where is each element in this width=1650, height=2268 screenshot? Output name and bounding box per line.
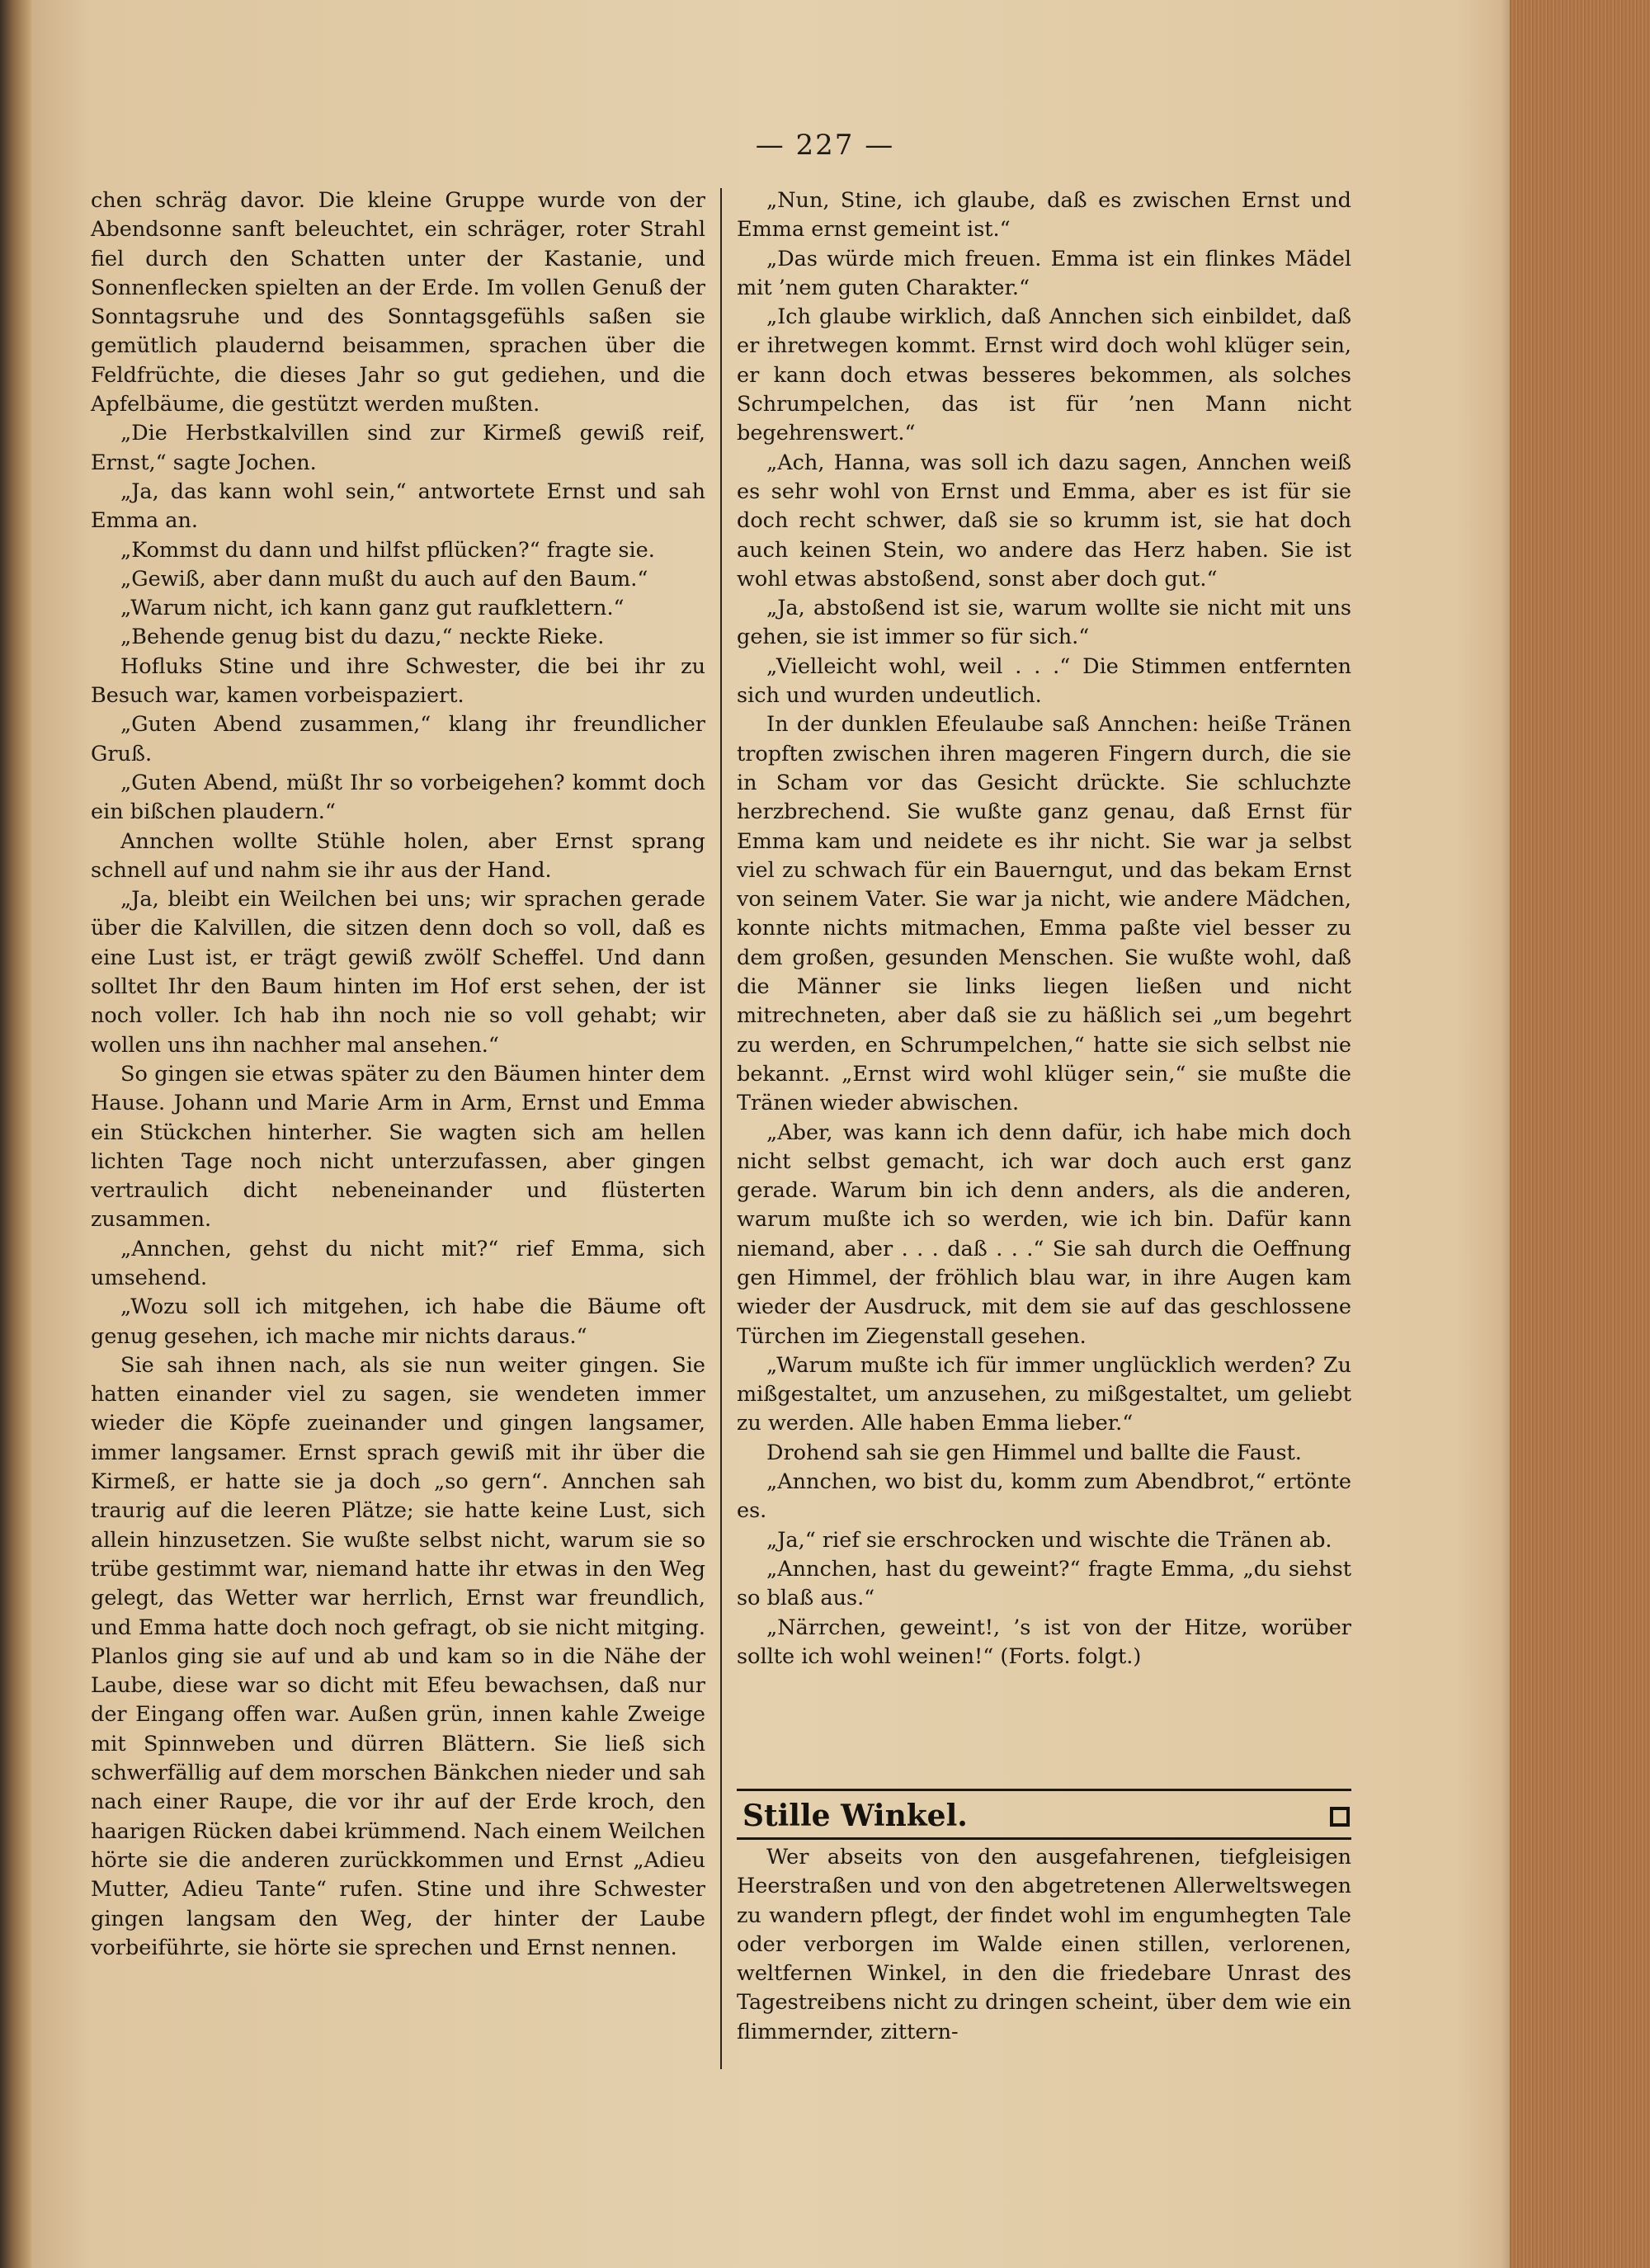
- paragraph: „Ja, abstoßend ist sie, warum wollte sie nicht mit uns gehen, sie ist immer so für sich.“: [737, 596, 1351, 650]
- paragraph: So gingen sie etwas später zu den Bäumen hinter dem Hause. Johann und Marie Arm in Arm, Ernst und Emma ein Stückchen hinterher. Sie wagten sich am hellen lichten Tage noch nicht unterzufassen, aber gingen vertraulich dicht nebeneinander und flüsterten zusammen.: [91, 1061, 705, 1233]
- section-rule-bottom: [737, 1837, 1351, 1840]
- paragraph: „Ja, das kann wohl sein,“ antwortete Ernst und sah Emma an.: [91, 479, 705, 534]
- square-ornament-icon: [1330, 1807, 1350, 1827]
- paragraph: „Ich glaube wirklich, daß Annchen sich einbildet, daß er ihretwegen kommt. Ernst wird doch wohl klüger sein, er kann doch etwas besseres bekommen, als solches Schrumpelchen, das ist für ’nen Mann nicht begehrenswert.“: [737, 304, 1351, 446]
- paragraph: „Närrchen, geweint!, ’s ist von der Hitze, worüber sollte ich wohl weinen!“ (Forts. folgt.): [737, 1615, 1351, 1669]
- paragraph: „Warum nicht, ich kann ganz gut raufklettern.“: [120, 596, 625, 621]
- paragraph: chen schräg davor. Die kleine Gruppe wurde von der Abendsonne sanft beleuchtet, ein schräger, roter Strahl fiel durch den Schatten unter der Kastanie, und Sonnenflecken spielten an der Erde. Im vollen Genuß der Sonntagsruhe und des Sonntagsgefühls saßen sie gemütlich plaudernd beisammen, sprachen über die Feldfrüchte, die dieses Jahr so gut gediehen, und die Apfelbäume, die gestützt werden mußten.: [91, 188, 705, 417]
- section-rule-top: [737, 1789, 1351, 1791]
- paragraph: „Annchen, wo bist du, komm zum Abendbrot,“ ertönte es.: [737, 1469, 1351, 1524]
- paragraph: „Vielleicht wohl, weil . . .“ Die Stimmen entfernten sich und wurden undeutlich.: [737, 653, 1351, 709]
- column-divider: [720, 188, 722, 2069]
- paragraph: „Nun, Stine, ich glaube, daß es zwischen Ernst und Emma ernst gemeint ist.“: [737, 188, 1351, 243]
- section-title: Stille Winkel.: [742, 1799, 968, 1833]
- paragraph: „Die Herbstkalvillen sind zur Kirmeß gewiß reif, Ernst,“ sagte Jochen.: [91, 421, 705, 475]
- paragraph: „Aber, was kann ich denn dafür, ich habe mich doch nicht selbst gemacht, ich war doch auch erst ganz gerade. Warum bin ich denn anders, als die anderen, warum mußte ich so werden, wie ich bin. Dafür kann niemand, aber . . . daß . . .“ Sie sah durch die Oeffnung gen Himmel, der fröhlich blau war, in ihre Augen kam wieder der Ausdruck, mit dem sie auf das geschlossene Türchen im Ziegenstall gesehen.: [737, 1120, 1351, 1349]
- book-gutter: [0, 0, 31, 2268]
- paragraph: In der dunklen Efeulaube saß Annchen: heiße Tränen tropften zwischen ihren mageren Fingern durch, die sie in Scham vor das Gesicht drückte. Sie schluchzte herzbrechend. Sie wußte ganz genau, daß Ernst für Emma kam und neidete es ihr nicht. Sie war ja selbst viel zu schwach für ein Bauerngut, und das bekam Ernst von seinem Vater. Sie war ja nicht, wie andere Mädchen, konnte nichts mitmachen, Emma paßte viel besser zu dem großen, gesunden Menschen. Sie wußte wohl, daß die Männer sie links liegen ließen und nicht mitrechneten, aber daß sie zu häßlich sei „um begehrt zu werden, en Schrumpelchen,“ hatte sie sich selbst nie bekannt. „Ernst wird wohl klüger sein,“ sie mußte die Tränen wieder abwischen.: [737, 712, 1351, 1116]
- paragraph: „Warum mußte ich für immer unglücklich werden? Zu mißgestaltet, um anzusehen, zu mißgestaltet, um geliebt zu werden. Alle haben Emma lieber.“: [737, 1352, 1351, 1436]
- paragraph: „Guten Abend, müßt Ihr so vorbeigehen? kommt doch ein bißchen plaudern.“: [91, 770, 705, 825]
- paragraph: „Wozu soll ich mitgehen, ich habe die Bäume oft genug gesehen, ich mache mir nichts daraus.“: [91, 1294, 705, 1349]
- right-text-column: [737, 186, 1351, 1672]
- paragraph: „Behende genug bist du dazu,“ neckte Rieke.: [120, 625, 605, 650]
- section-paragraph: Wer abseits von den ausgefahrenen, tiefgleisigen Heerstraßen und von den abgetretenen Allerweltswegen zu wandern pflegt, der findet wohl im engumhegten Tale oder verborgen im Walde einen stillen, verlorenen, weltfernen Winkel, in den die friedebare Unrast des Tagestreibens nicht zu dringen scheint, über dem wie ein flimmernder, zittern-: [737, 1845, 1351, 2044]
- paragraph: „Gewiß, aber dann mußt du auch auf den Baum.“: [120, 566, 648, 592]
- paragraph: Sie sah ihnen nach, als sie nun weiter gingen. Sie hatten einander viel zu sagen, sie wendeten immer wieder die Köpfe zueinander und gingen langsamer, immer langsamer. Ernst sprach gewiß mit ihr über die Kirmeß, er hatte sie ja doch „so gern“. Annchen sah traurig auf die leeren Plätze; sie hatte keine Lust, sich allein hinzusetzen. Sie wußte selbst nicht, warum sie so trübe gestimmt war, niemand hatte ihr etwas in den Weg gelegt, das Wetter war herrlich, Ernst war freundlich, und Emma hatte doch noch gefragt, ob sie nicht mitging. Planlos ging sie auf und ab und kam so in die Nähe der Laube, diese war so dicht mit Efeu bewachsen, daß nur der Eingang offen war. Außen grün, innen kahle Zweige mit Spinnweben und dürren Blättern. Sie ließ sich schwerfällig auf dem morschen Bänkchen nieder und sah nach einer Raupe, die vor ihr auf der Erde kroch, den haarigen Rücken dabei krümmend. Nach einem Weilchen hörte sie die anderen zurückkommen und Ernst „Adieu Mutter, Adieu Tante“ rufen. Stine und ihre Schwester gingen langsam den Weg, der hinter der Laube vorbeiführte, sie hörte sie sprechen und Ernst nennen.: [91, 1352, 705, 1960]
- paragraph: Hofluks Stine und ihre Schwester, die bei ihr zu Besuch war, kamen vorbeispaziert.: [91, 653, 705, 709]
- paragraph: „Ja,“ rief sie erschrocken und wischte die Tränen ab.: [766, 1527, 1332, 1553]
- book-page-edges: [1510, 0, 1650, 2268]
- paragraph: „Annchen, gehst du nicht mit?“ rief Emma, sich umsehend.: [91, 1236, 705, 1290]
- paragraph: „Ja, bleibt ein Weilchen bei uns; wir sprachen gerade über die Kalvillen, die sitzen denn doch so voll, daß es eine Lust ist, er trägt gewiß zwölf Scheffel. Und dann solltet Ihr den Baum hinten im Hof erst sehen, der ist noch voller. Ich hab ihn noch nie so voll gehabt; wir wollen uns ihn nachher mal ansehen.“: [91, 887, 705, 1058]
- paragraph: „Guten Abend zusammen,“ klang ihr freundlicher Gruß.: [91, 712, 705, 766]
- left-text-column: [91, 186, 705, 1963]
- paragraph: Annchen wollte Stühle holen, aber Ernst sprang schnell auf und nahm sie ihr aus der Hand.: [91, 828, 705, 883]
- page-number: — 227 —: [755, 129, 895, 162]
- paragraph: Drohend sah sie gen Himmel und ballte die Faust.: [766, 1440, 1302, 1465]
- paragraph: „Das würde mich freuen. Emma ist ein flinkes Mädel mit ’nem guten Charakter.“: [737, 246, 1351, 300]
- section-text-column: [737, 1843, 1351, 2047]
- paragraph: „Ach, Hanna, was soll ich dazu sagen, Annchen weiß es sehr wohl von Ernst und Emma, aber es ist für sie doch recht schwer, daß sie so krumm ist, sie hat doch auch keinen Stein, wo andere das Herz haben. Sie ist wohl etwas abstoßend, sonst aber doch gut.“: [737, 450, 1351, 592]
- paragraph: „Annchen, hast du geweint?“ fragte Emma, „du siehst so blaß aus.“: [737, 1556, 1351, 1611]
- paragraph: „Kommst du dann und hilfst pflücken?“ fragte sie.: [120, 537, 655, 563]
